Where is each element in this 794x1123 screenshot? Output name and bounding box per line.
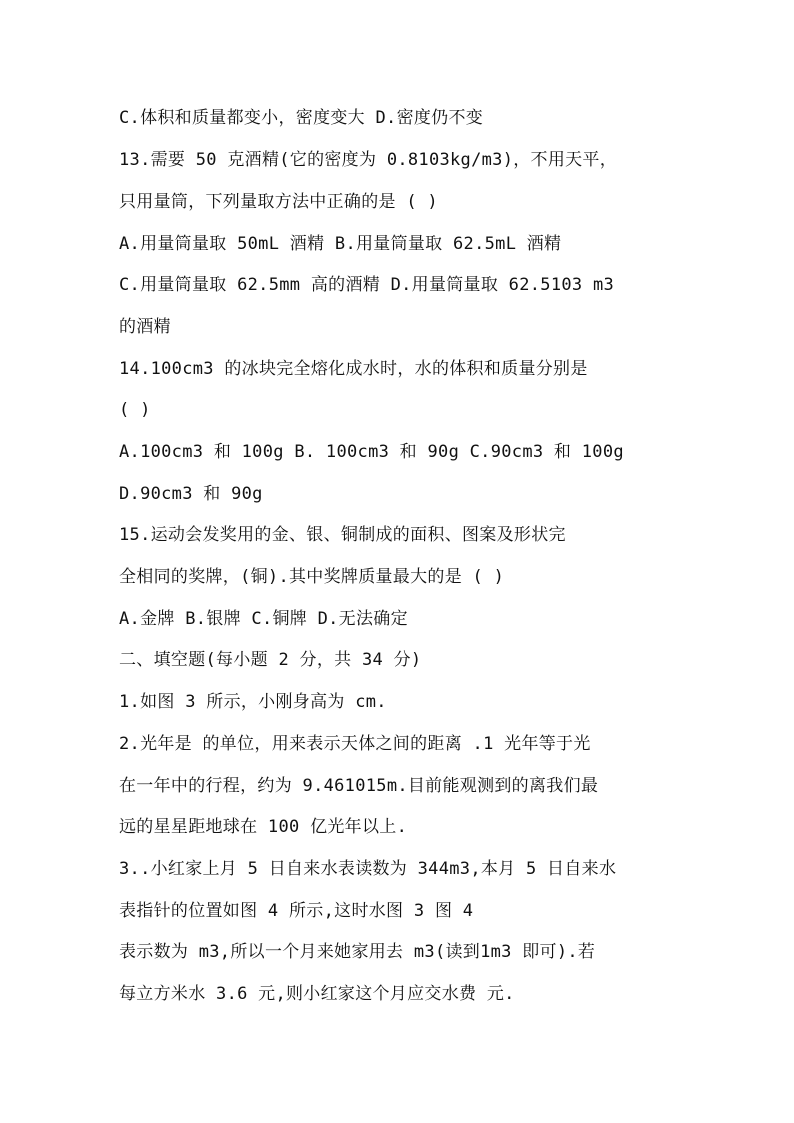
text-line-q14-option-d: D.90cm3 和 90g bbox=[119, 484, 263, 504]
text-line-q14-blank: ( ) bbox=[119, 400, 151, 420]
text-line-q14-stem: 14.100cm3 的冰块完全熔化成水时，水的体积和质量分别是 bbox=[119, 359, 588, 379]
text-line-q13-stem-cont: 只用量筒，下列量取方法中正确的是 ( ) bbox=[119, 192, 438, 212]
text-line-q13-options-ab: A.用量筒量取 50mL 酒精 B.用量筒量取 62.5mL 酒精 bbox=[119, 234, 562, 254]
text-line-q15-stem: 15.运动会发奖用的金、银、铜制成的面积、图案及形状完 bbox=[119, 525, 566, 545]
text-line-fill-q2: 2.光年是 的单位，用来表示天体之间的距离 .1 光年等于光 bbox=[119, 734, 591, 754]
text-line-fill-q3-cont2: 表示数为 m3,所以一个月来她家用去 m3(读到1m3 即可).若 bbox=[119, 942, 596, 962]
section-heading-fill-blank: 二、填空题(每小题 2 分，共 34 分) bbox=[119, 650, 422, 670]
text-line-q13-options-cd: C.用量筒量取 62.5mm 高的酒精 D.用量筒量取 62.5103 m3 bbox=[119, 275, 615, 295]
text-line-option-cd: C.体积和质量都变小，密度变大 D.密度仍不变 bbox=[119, 108, 484, 128]
text-line-fill-q2-end: 远的星星距地球在 100 亿光年以上. bbox=[119, 817, 408, 837]
text-line-q13-options-cont: 的酒精 bbox=[119, 317, 171, 337]
text-line-fill-q3-cont: 表指针的位置如图 4 所示,这时水图 3 图 4 bbox=[119, 901, 474, 921]
text-line-q14-options-abc: A.100cm3 和 100g B. 100cm3 和 90g C.90cm3 和 100g bbox=[119, 442, 624, 462]
text-line-fill-q2-cont: 在一年中的行程，约为 9.461015m.目前能观测到的离我们最 bbox=[119, 776, 599, 796]
text-line-fill-q3-end: 每立方米水 3.6 元,则小红家这个月应交水费 元. bbox=[119, 984, 515, 1004]
text-line-fill-q3: 3..小红家上月 5 日自来水表读数为 344m3,本月 5 日自来水 bbox=[119, 859, 617, 879]
text-line-q13-stem: 13.需要 50 克酒精(它的密度为 0.8103kg/m3)，不用天平， bbox=[119, 150, 618, 170]
text-line-q15-stem-cont: 全相同的奖牌，(铜).其中奖牌质量最大的是 ( ) bbox=[119, 567, 505, 587]
text-line-fill-q1: 1.如图 3 所示，小刚身高为 cm. bbox=[119, 692, 387, 712]
text-line-q15-options: A.金牌 B.银牌 C.铜牌 D.无法确定 bbox=[119, 609, 408, 629]
